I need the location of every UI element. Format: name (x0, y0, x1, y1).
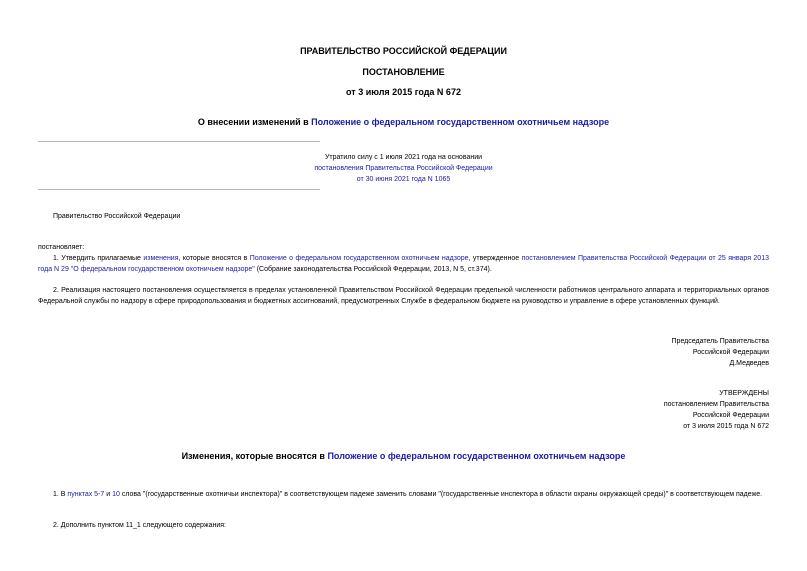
change-item-2: 2. Дополнить пунктом 11_1 следующего содержания: (53, 522, 227, 529)
paragraph-1-text-b: , которые вносятся в (178, 255, 250, 262)
signature-name: Д.Медведев (729, 360, 769, 367)
signature-block (560, 336, 769, 369)
government-heading: ПРАВИТЕЛЬСТВО РОССИЙСКОЙ ФЕДЕРАЦИИ (300, 46, 507, 56)
notice-rule-bottom (38, 189, 320, 190)
approval-line-4: от 3 июля 2015 года N 672 (683, 423, 769, 430)
change-item-1-text-a: 1. В (53, 491, 68, 498)
signature-line-2: Российской Федерации (692, 349, 769, 356)
document-title (0, 117, 807, 127)
document-date: от 3 июля 2015 года N 672 (346, 87, 461, 97)
resolves-text: постановляет: (38, 244, 85, 251)
link-changes[interactable]: изменения (143, 255, 179, 262)
change-item-1-text-c: слова "(государственные охотничьи инспектора)" в соответствующем падеже заменить словами "(государственные инспектора в области охраны окружающей среды)" в соответствующем падеже. (119, 491, 763, 498)
paragraph-1-text-d: (Собрание законодательства Российской Федерации, 2013, N 5, ст.374). (254, 266, 492, 273)
signature-line-1: Председатель Правительства (671, 338, 769, 345)
changes-title (0, 451, 807, 461)
paragraph-1-text-a: 1. Утвердить прилагаемые (53, 255, 144, 262)
paragraph-1 (38, 253, 769, 275)
link-items-5-7[interactable]: пунктах 5-7 (67, 491, 105, 498)
notice-line-3 (0, 174, 807, 185)
change-item-1 (38, 489, 769, 500)
approval-line-3: Российской Федерации (692, 412, 769, 419)
changes-title-prefix: Изменения, которые вносятся в (181, 451, 328, 461)
notice-line-2 (0, 163, 807, 174)
notice-link-date[interactable]: от 30 июня 2021 года N 1065 (356, 176, 451, 183)
notice-line-1: Утратило силу с 1 июля 2021 года на основании (324, 154, 483, 161)
change-item-1-text-b: и (104, 491, 113, 498)
document-title-prefix: О внесении изменений в (197, 117, 312, 127)
link-resolution-29[interactable]: постановлением Правительства Российской Федерации от 25 января 2013 года N 29 "О федеральном государственном охотничьем надзоре" (38, 255, 769, 273)
title-link[interactable]: Положение о федеральном государственном охотничьем надзоре (311, 117, 610, 127)
approval-line-2: постановлением Правительства (663, 401, 769, 408)
approval-block (560, 388, 769, 432)
paragraph-2: 2. Реализация настоящего постановления осуществляется в пределах установленной Правительством Российской Федерации предельной численности работников центрального аппарата и территориальных органов Федеральной службы по надзору в сфере природопользования и бюджетных ассигнований, предусмотренных Службе в федеральном бюджете на руководство и управление в сфере установленных функций. (38, 287, 769, 305)
notice-link-resolution[interactable]: постановления Правительства Российской Федерации (314, 165, 493, 172)
paragraph-1-text-c: , утвержденное (468, 255, 522, 262)
link-regulation[interactable]: Положение о федеральном государственном охотничьем надзоре (249, 255, 469, 262)
authority-text: Правительство Российской Федерации (53, 213, 181, 220)
changes-title-link[interactable]: Положение о федеральном государственном охотничьем надзоре (327, 451, 626, 461)
document-type: ПОСТАНОВЛЕНИЕ (362, 67, 445, 77)
notice-rule-top (38, 141, 320, 142)
approval-line-1: УТВЕРЖДЕНЫ (719, 390, 769, 397)
link-item-10[interactable]: 10 (112, 491, 120, 498)
